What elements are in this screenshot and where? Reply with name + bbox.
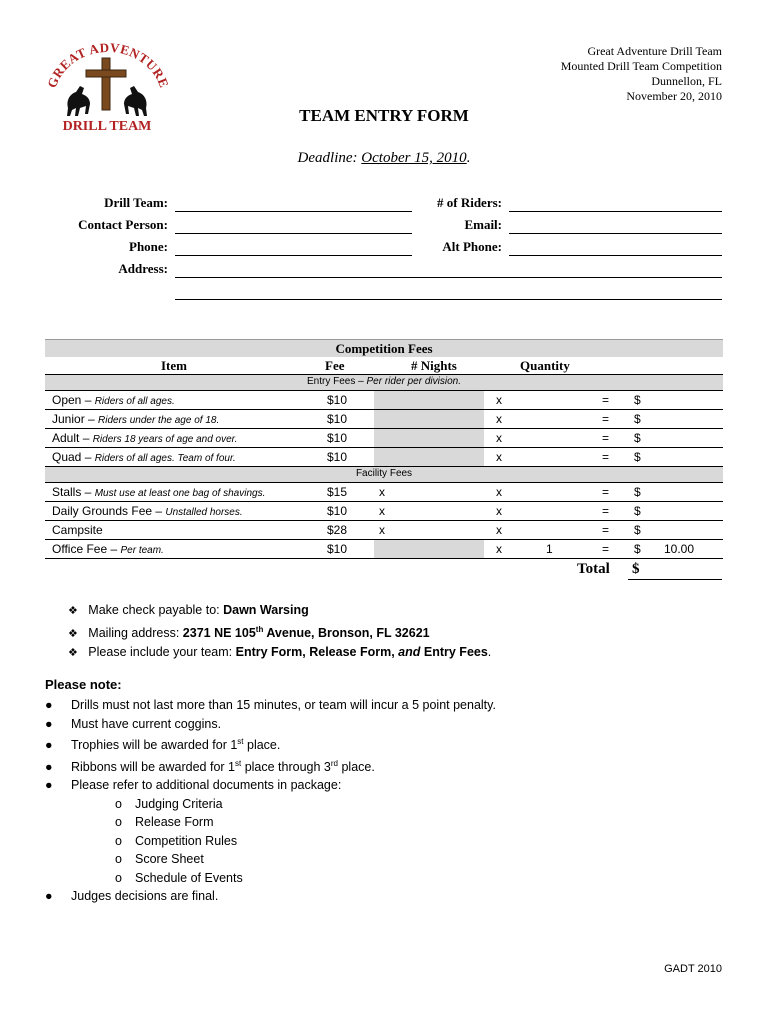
office-fee-quantity: 1 [546, 542, 553, 556]
list-item: ❖ Please include your team: Entry Form, Release Form, and Entry Fees. [68, 645, 492, 660]
alt-phone-field[interactable] [509, 255, 722, 256]
fee-row-grounds: Daily Grounds Fee – Unstalled horses. $10 x x = $ [45, 502, 723, 521]
alt-phone-label: Alt Phone: [442, 239, 502, 254]
page-title: TEAM ENTRY FORM [299, 106, 469, 125]
nights-cell-disabled [374, 410, 484, 428]
list-item: ● Drills must not last more than 15 minutes, or team will incur a 5 point penalty. [45, 698, 496, 712]
list-item: ● Judges decisions are final. [45, 889, 219, 904]
list-item: o Judging Criteria [115, 796, 223, 811]
list-item: o Competition Rules [115, 833, 238, 848]
event-location: Dunnellon, FL [651, 74, 722, 88]
cross-icon [102, 58, 110, 110]
list-item: ● Please refer to additional documents in package: [45, 778, 342, 793]
header-fee: Fee [325, 358, 345, 373]
list-item: o Schedule of Events [115, 870, 243, 885]
fees-header-row [45, 357, 723, 375]
email-field[interactable] [509, 233, 722, 234]
fees-table [45, 339, 723, 559]
address-label: Address: [118, 261, 168, 276]
address-field-line2[interactable] [175, 299, 722, 300]
list-item: o Score Sheet [115, 852, 204, 867]
org-name: Great Adventure Drill Team [587, 44, 722, 58]
logo-bottom-text: DRILL TEAM [62, 119, 152, 134]
nights-cell-disabled [374, 540, 484, 558]
docs-list [45, 795, 735, 888]
contact-field[interactable] [175, 233, 412, 234]
deadline: Deadline: October 15, 2010. [297, 150, 471, 166]
header-quantity: Quantity [520, 358, 570, 373]
list-item: ❖ Make check payable to: Dawn Warsing [68, 603, 309, 617]
footer: GADT 2010 [664, 963, 722, 975]
list-item: ● Trophies will be awarded for 1st place. [45, 737, 281, 753]
entry-fees-label: Entry Fees [307, 376, 356, 387]
fee-row-stalls: Stalls – Must use at least one bag of shavings. $15 x x = $ [45, 483, 723, 502]
office-fee-total: 10.00 [664, 542, 695, 556]
list-item: ❖ Mailing address: 2371 NE 105th Avenue, Bronson, FL 32621 [68, 624, 430, 640]
facility-fees-section: Facility Fees [45, 467, 723, 483]
phone-label: Phone: [129, 239, 168, 254]
riders-label: # of Riders: [437, 195, 502, 210]
address-field-line1[interactable] [175, 277, 722, 278]
fee-row-open: Open – Riders of all ages. $10 x = $ [45, 391, 723, 410]
nights-cell-disabled [374, 391, 484, 409]
riders-field[interactable] [509, 211, 722, 212]
phone-field[interactable] [175, 255, 412, 256]
entry-fees-note: Per rider per division. [366, 376, 461, 387]
event-date: November 20, 2010 [626, 89, 722, 103]
header-item: Item [161, 358, 187, 373]
fee-row-junior: Junior – Riders under the age of 18. $10 x = $ [45, 410, 723, 429]
event-header [561, 44, 722, 104]
logo-arc-text: GREAT ADVENTUR [44, 39, 168, 90]
fees-title: Competition Fees [335, 341, 433, 356]
header-nights: # Nights [411, 358, 457, 373]
deadline-label: Deadline: [297, 150, 358, 166]
fees-title-row [45, 339, 723, 357]
list-item: o Release Form [115, 815, 214, 830]
notes-heading: Please note: [45, 677, 122, 692]
fee-row-quad: Quad – Riders of all ages. Team of four. $10 x = $ [45, 448, 723, 467]
drill-team-label: Drill Team: [104, 195, 168, 210]
list-item: ● Must have current coggins. [45, 716, 222, 731]
fee-row-office: Office Fee – Per team. $10 x 1 = $ 10.00 [45, 540, 723, 559]
list-item: ● Ribbons will be awarded for 1st place through 3rd place. [45, 758, 375, 774]
notes-list [45, 696, 735, 906]
total-field[interactable] [628, 579, 722, 580]
payee-name: Dawn Warsing [223, 603, 309, 617]
nights-cell-disabled [374, 448, 484, 466]
fee-row-adult: Adult – Riders 18 years of age and over. $10 x = $ [45, 429, 723, 448]
fee-row-campsite: Campsite $28 x x = $ [45, 521, 723, 540]
email-label: Email: [464, 217, 502, 232]
nights-cell-disabled [374, 429, 484, 447]
entry-fees-section: Entry Fees – Per rider per division. [45, 375, 723, 391]
event-name: Mounted Drill Team Competition [560, 59, 722, 73]
total-dollar: $ [632, 561, 640, 577]
deadline-date: October 15, 2010 [361, 150, 467, 166]
drill-team-field[interactable] [175, 211, 412, 212]
instructions-list [68, 601, 491, 663]
contact-label: Contact Person: [78, 217, 168, 232]
total-label: Total [577, 561, 610, 577]
